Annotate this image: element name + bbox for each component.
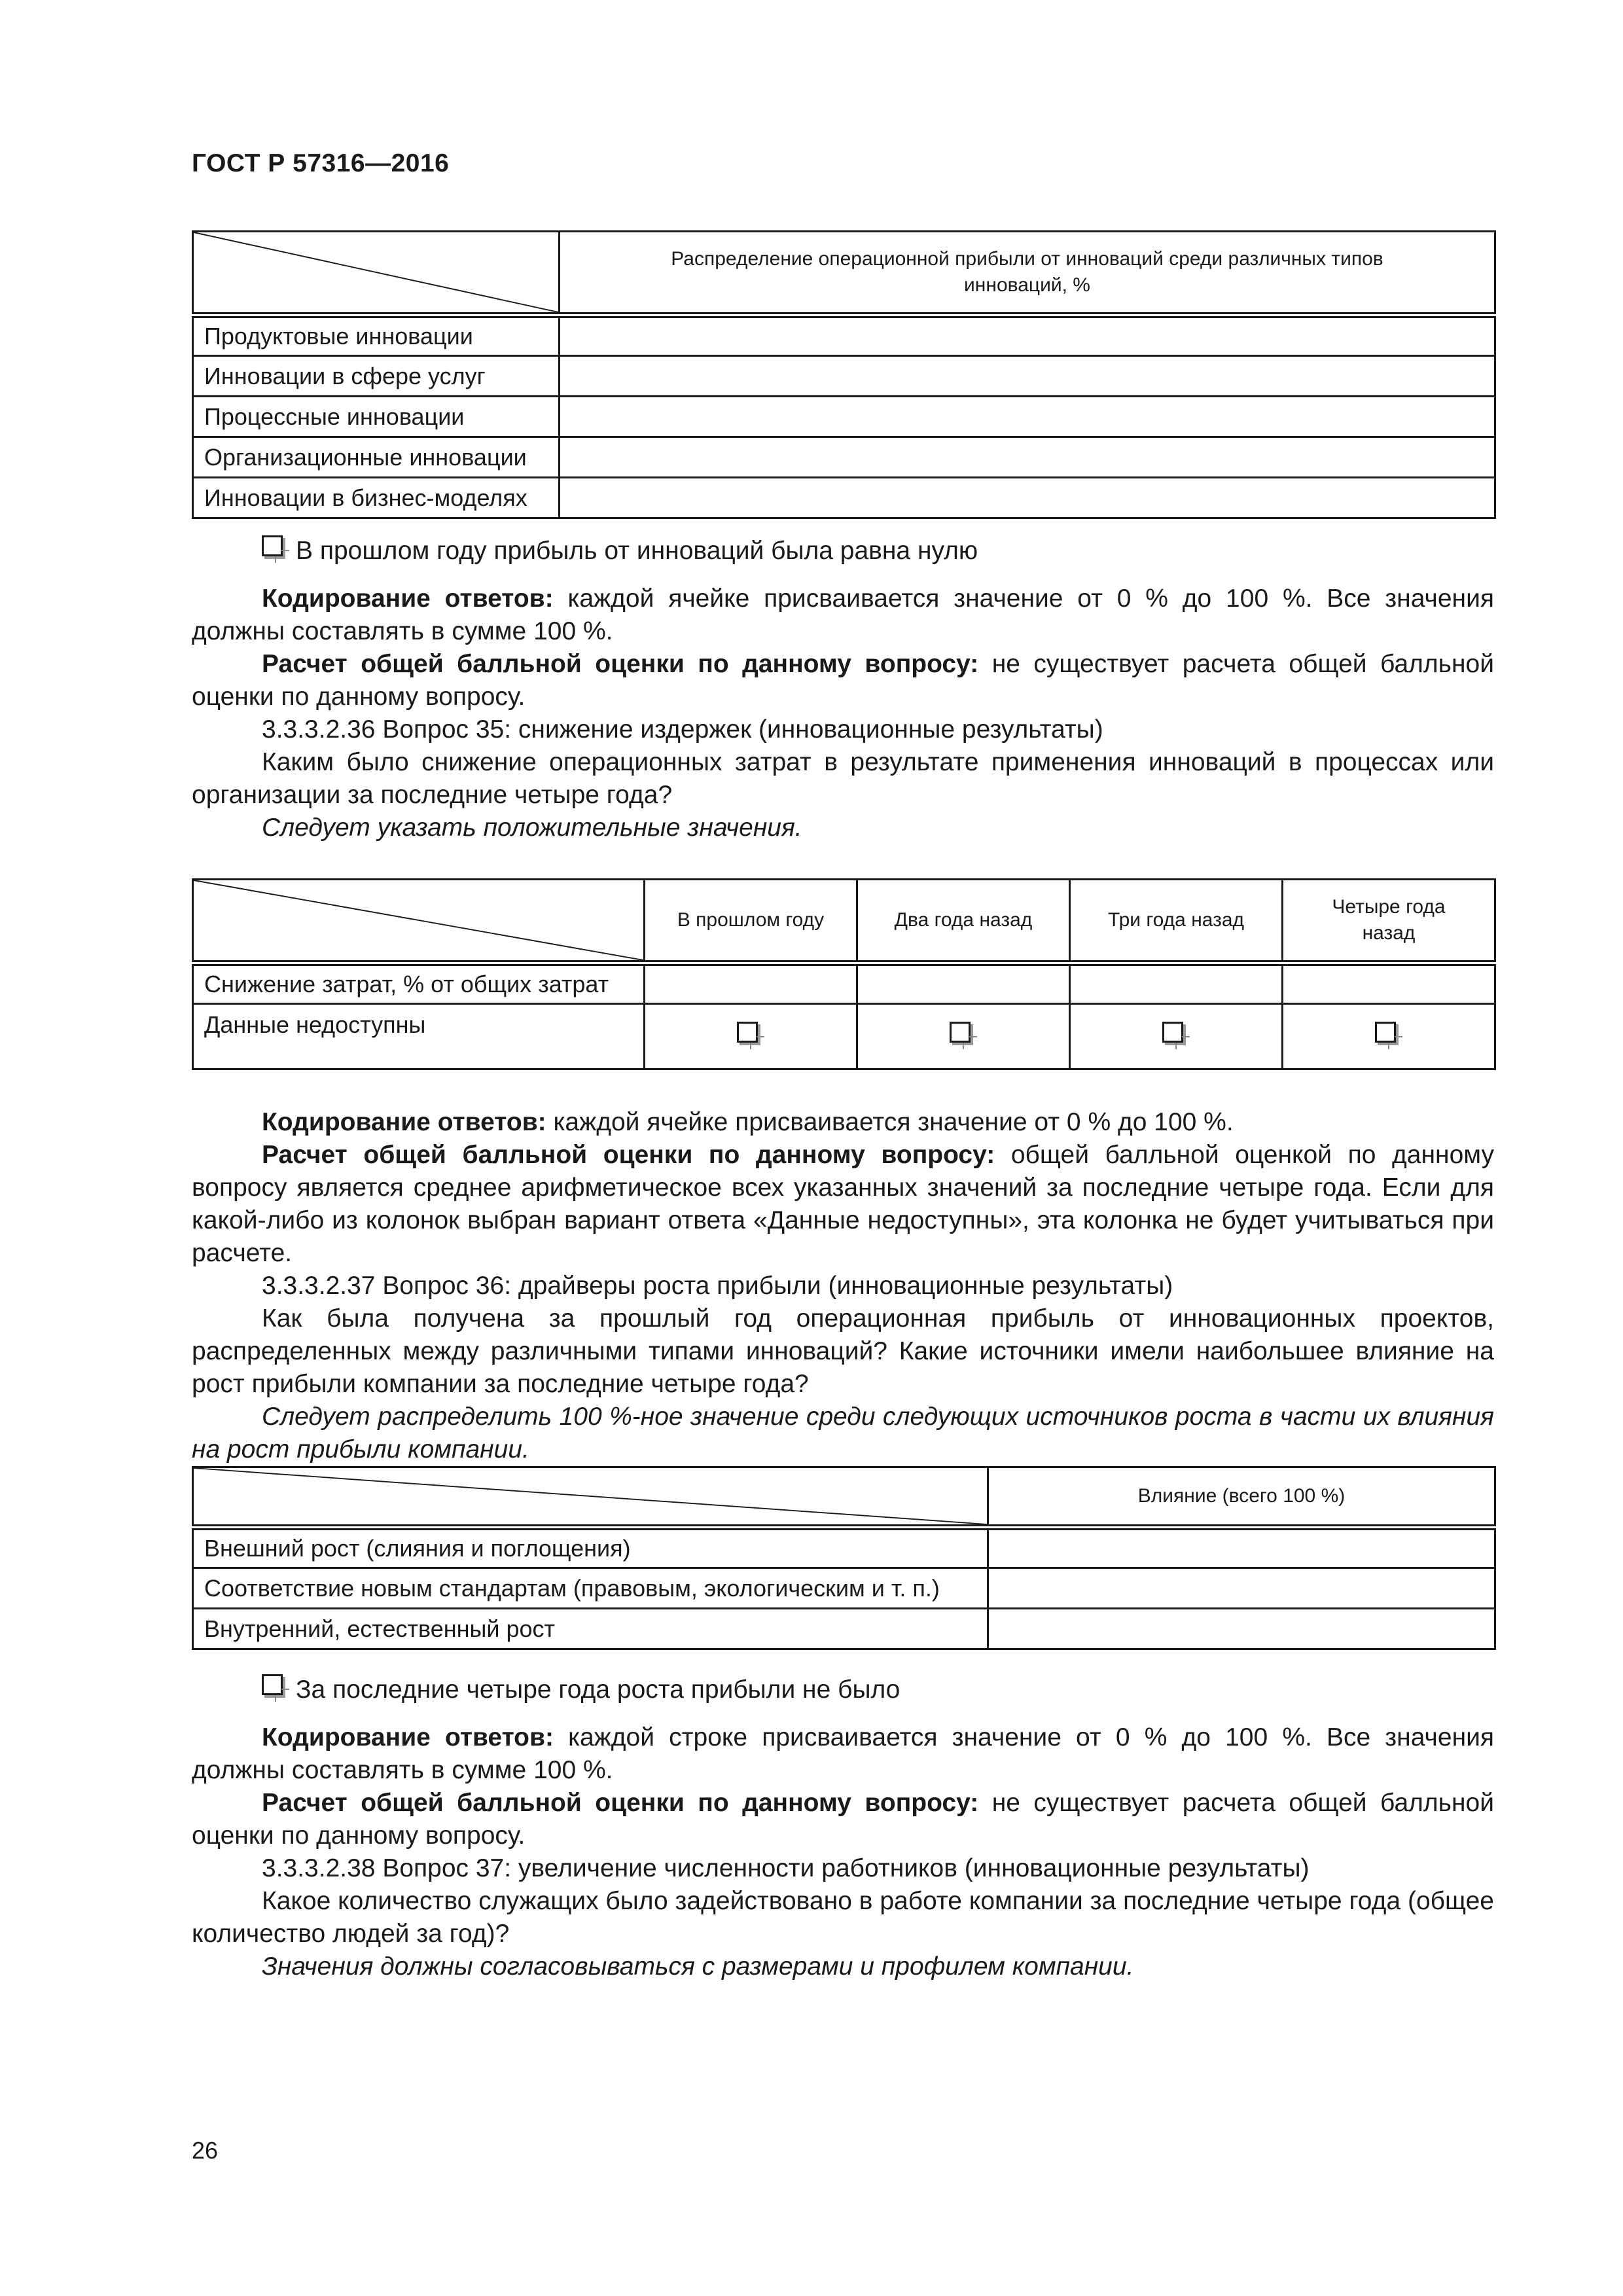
row-label: Соответствие новым стандартам (правовым, экологическим и т. п.) xyxy=(193,1568,988,1609)
value-cell[interactable] xyxy=(988,1568,1495,1609)
section-heading: 3.3.3.2.37 Вопрос 36: драйверы роста прибыли (инновационные результаты) xyxy=(262,1272,1173,1300)
column-header-three-years: Три года назад xyxy=(1070,880,1283,963)
diagonal-corner-cell xyxy=(193,880,645,963)
row-label: Внутренний, естественный рост xyxy=(193,1609,988,1649)
column-header: Распределение операционной прибыли от инноваций среди различных типов инноваций, % xyxy=(560,232,1495,315)
value-cell[interactable] xyxy=(560,356,1495,397)
cost-reduction-table xyxy=(192,878,1496,1070)
page-number: 26 xyxy=(192,2137,219,2164)
row-label: Данные недоступны xyxy=(193,1004,645,1069)
column-header-last-year: В прошлом году xyxy=(645,880,857,963)
column-header-four-years: Четыре года назад xyxy=(1283,880,1495,963)
scoring-paragraph: Расчет общей балльной оценки по данному вопросу: общей балльной оценкой по данному вопросу является среднее арифметическое всех указанных значений за последние четыре года. Если для какой-либо из колонок выбран вариант ответа «Данные недоступны», эта колонка не будет учитываться при расчете. xyxy=(192,1141,1495,1267)
value-cell[interactable] xyxy=(645,963,857,1004)
growth-drivers-table xyxy=(192,1466,1496,1650)
value-cell[interactable] xyxy=(560,437,1495,478)
value-cell[interactable] xyxy=(857,963,1070,1004)
checkbox-icon[interactable] xyxy=(737,1022,764,1049)
section-heading: 3.3.3.2.36 Вопрос 35: снижение издержек (инновационные результаты) xyxy=(262,715,1103,744)
checkbox-label: В прошлом году прибыль от инноваций была равна нулю xyxy=(296,537,978,565)
row-label: Организационные инновации xyxy=(193,437,560,478)
instruction-text: Следует указать положительные значения. xyxy=(262,814,802,842)
coding-paragraph: Кодирование ответов: каждой ячейке присваивается значение от 0 % до 100 %. Все значения должны составлять в сумме 100 %. xyxy=(192,584,1494,645)
row-label: Инновации в сфере услуг xyxy=(193,356,560,397)
column-header-two-years: Два года назад xyxy=(857,880,1070,963)
checkbox-cell[interactable] xyxy=(857,1004,1070,1069)
value-cell[interactable] xyxy=(560,315,1495,356)
checkbox-icon[interactable] xyxy=(1162,1022,1190,1049)
instruction-text: Следует распределить 100 %-ное значение среди следующих источников роста в части их влияния на рост прибыли компании. xyxy=(192,1403,1494,1463)
checkbox-cell[interactable] xyxy=(1070,1004,1283,1069)
question-text: Какое количество служащих было задействовано в работе компании за последние четыре года (общее количество людей за год)? xyxy=(192,1887,1494,1948)
value-cell[interactable] xyxy=(560,397,1495,437)
document-header: ГОСТ Р 57316—2016 xyxy=(192,149,450,177)
no-growth-option[interactable] xyxy=(262,1674,900,1704)
diagonal-corner-cell xyxy=(193,232,560,315)
column-header: Влияние (всего 100 %) xyxy=(988,1467,1495,1528)
value-cell[interactable] xyxy=(988,1528,1495,1568)
question-text: Каким было снижение операционных затрат в результате применения инноваций в процессах или организации за последние четыре года? xyxy=(192,748,1494,809)
checkbox-cell[interactable] xyxy=(645,1004,857,1069)
instruction-text: Значения должны согласовываться с размерами и профилем компании. xyxy=(262,1952,1134,1981)
value-cell[interactable] xyxy=(988,1609,1495,1649)
row-label: Процессные инновации xyxy=(193,397,560,437)
zero-profit-option[interactable] xyxy=(262,535,978,565)
checkbox-icon[interactable] xyxy=(262,1674,289,1702)
profit-distribution-table xyxy=(192,230,1496,519)
question-text: Как была получена за прошлый год операционная прибыль от инновационных проектов, распределенных между различными типами инноваций? Какие источники имели наибольшее влияние на рост прибыли компании за последние четыре года? xyxy=(192,1304,1494,1398)
value-cell[interactable] xyxy=(560,478,1495,518)
diagonal-corner-cell xyxy=(193,1467,988,1528)
checkbox-icon[interactable] xyxy=(262,535,289,563)
row-label: Снижение затрат, % от общих затрат xyxy=(193,963,645,1004)
row-label: Внешний рост (слияния и поглощения) xyxy=(193,1528,988,1568)
value-cell[interactable] xyxy=(1283,963,1495,1004)
checkbox-label: За последние четыре года роста прибыли не было xyxy=(296,1676,901,1704)
coding-paragraph: Кодирование ответов: каждой строке присваивается значение от 0 % до 100 %. Все значения должны составлять в сумме 100 %. xyxy=(192,1723,1495,1784)
checkbox-icon[interactable] xyxy=(950,1022,977,1049)
scoring-paragraph: Расчет общей балльной оценки по данному вопросу: не существует расчета общей балльной оценки по данному вопросу. xyxy=(192,1789,1494,1850)
checkbox-cell[interactable] xyxy=(1283,1004,1495,1069)
row-label: Инновации в бизнес-моделях xyxy=(193,478,560,518)
coding-paragraph: Кодирование ответов: каждой ячейке присваивается значение от 0 % до 100 %. xyxy=(262,1108,1234,1136)
row-label: Продуктовые инновации xyxy=(193,315,560,356)
value-cell[interactable] xyxy=(1070,963,1283,1004)
checkbox-icon[interactable] xyxy=(1375,1022,1402,1049)
section-heading: 3.3.3.2.38 Вопрос 37: увеличение численности работников (инновационные результаты) xyxy=(262,1854,1310,1882)
scoring-paragraph: Расчет общей балльной оценки по данному вопросу: не существует расчета общей балльной оценки по данному вопросу. xyxy=(192,650,1494,711)
